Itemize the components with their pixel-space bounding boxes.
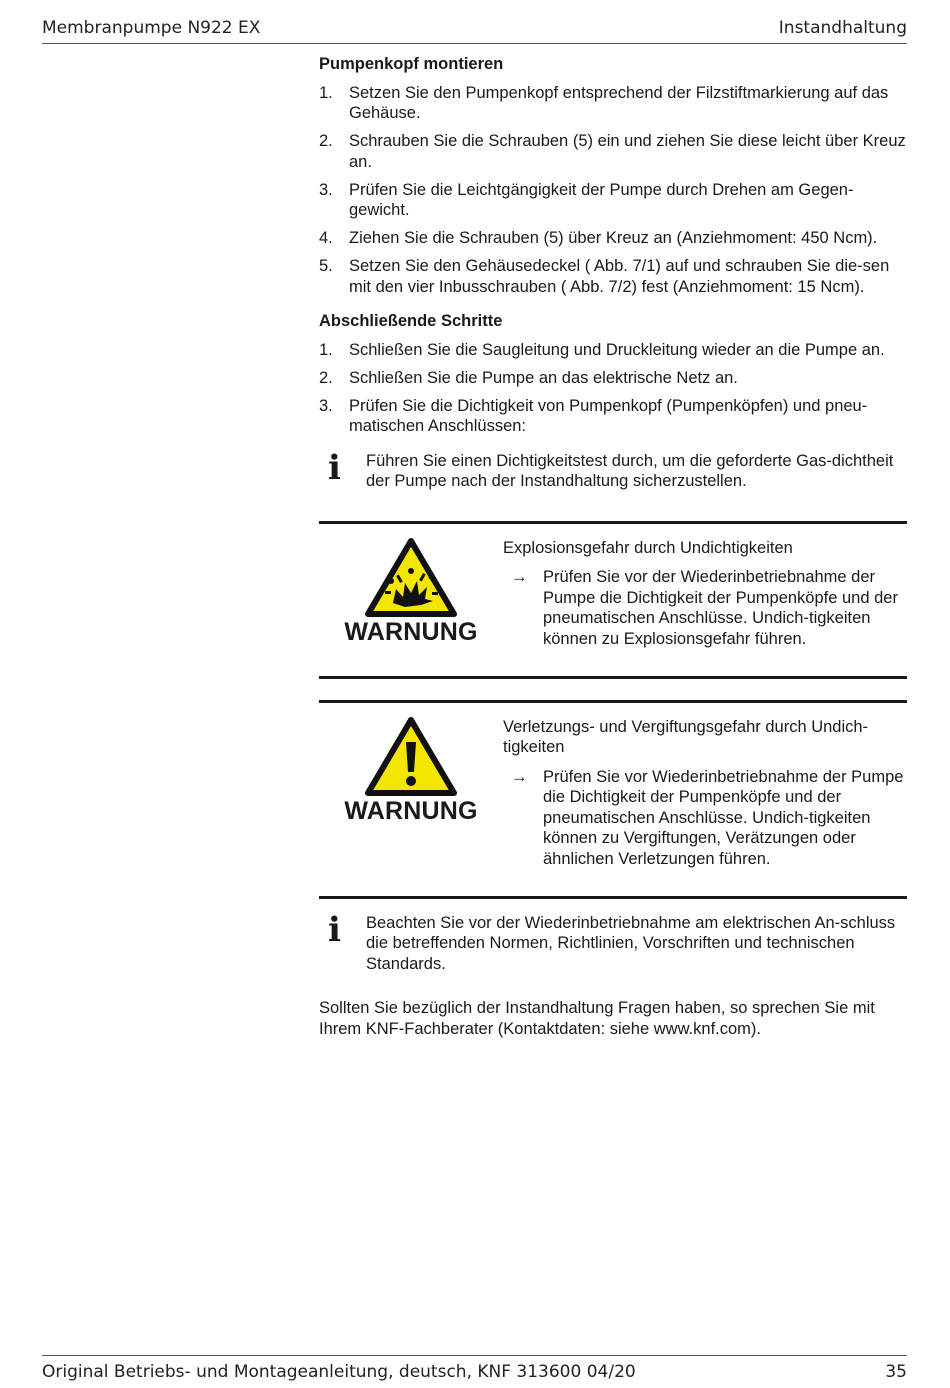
steps-pumpenkopf [319,83,907,298]
step-text: Schließen Sie die Pumpe an das elektrische Netz an. [349,368,738,387]
list-item [319,396,907,437]
info-text: Beachten Sie vor der Wiederinbetriebnahme am elektrischen An-schluss die betreffenden Normen, Richtlinien, Vorschriften und technischen Standards. [366,913,896,973]
warning-action [503,767,907,870]
warning-sign [319,524,503,676]
footer-document-info: Original Betriebs- und Montageanleitung, deutsch, KNF 313600 04/20 [42,1362,636,1382]
step-number: 3. [319,180,333,199]
step-text: Prüfen Sie die Dichtigkeit von Pumpenkopf (Pumpenköpfen) und pneu-matischen Anschlüssen: [349,396,868,435]
signal-word: WARNUNG [344,796,478,825]
steps-abschliessend [319,340,907,437]
list-item [319,368,907,389]
step-number: 5. [319,257,333,275]
step-text: Prüfen Sie die Leichtgängigkeit der Pumpe durch Drehen am Gegen-gewicht. [349,180,854,219]
step-text: Ziehen Sie die Schrauben (5) über Kreuz an (Anziehmoment: 450 Ncm). [349,229,878,247]
warning-sign [319,703,503,896]
closing-paragraph: Sollten Sie bezüglich der Instandhaltung Fragen haben, so sprechen Sie mit Ihrem KNF-Fachberater (Kontaktdaten: siehe www.knf.com). [319,999,875,1038]
step-number: 3. [319,396,333,415]
step-number: 2. [319,368,333,387]
header-document-title: Membranpumpe N922 EX [42,18,261,38]
warning-title: Explosionsgefahr durch Undichtigkeiten [503,538,793,557]
list-item [319,83,907,124]
general-warning-icon [365,716,457,796]
warning-content [503,524,907,676]
warning-action-text: Prüfen Sie vor Wiederinbetriebnahme der Pumpe die Dichtigkeit der Pumpenköpfe und der pneumatischen Anschlüsse. Undich-tigkeiten können zu Vergiftungen, Verätzungen oder ähnlichen Verletzungen führen. [543,767,904,868]
list-item [319,228,907,249]
list-item [319,180,907,221]
list-item [319,256,907,297]
header-chapter-title: Instandhaltung [778,18,907,38]
page-number: 35 [885,1362,907,1382]
warning-action [503,567,907,649]
warning-content [503,703,907,896]
list-item [319,340,907,361]
page-content [319,54,907,1039]
warning-action-text: Prüfen Sie vor der Wiederinbetriebnahme der Pumpe die Dichtigkeit der Pumpenköpfe und der pneumatischen Anschlüsse. Undich-tigkeiten können zu Explosionsgefahr führen. [543,568,898,648]
signal-word: WARNUNG [344,617,478,646]
warning-box-poisoning [319,700,907,899]
warning-title: Verletzungs- und Vergiftungsgefahr durch Undich-tigkeiten [503,717,869,756]
info-icon: i [328,447,341,488]
step-number: 1. [319,340,333,359]
step-text: Setzen Sie den Pumpenkopf entsprechend der Filzstiftmarkierung auf das Gehäuse. [349,83,889,122]
step-number: 4. [319,229,333,247]
page-header [42,18,907,44]
page-footer [42,1355,907,1388]
step-text: Schrauben Sie die Schrauben (5) ein und ziehen Sie diese leicht über Kreuz an. [349,132,906,171]
section-title-abschliessend: Abschließende Schritte [319,312,503,330]
info-icon: i [328,909,341,950]
section-title-pumpenkopf: Pumpenkopf montieren [319,55,504,73]
info-text: Führen Sie einen Dichtigkeitstest durch, um die geforderte Gas-dichtheit der Pumpe nach der Instandhaltung sicherzustellen. [366,451,894,490]
info-note-leak-test [319,447,907,492]
step-number: 2. [319,132,333,150]
step-text: Schließen Sie die Saugleitung und Druckleitung wieder an die Pumpe an. [349,340,885,359]
arrow-right-icon: → [511,568,528,586]
step-number: 1. [319,83,333,102]
step-text: Setzen Sie den Gehäusedeckel ( Abb. 7/1) auf und schrauben Sie die-sen mit den vier Inbusschrauben ( Abb. 7/2) fest (Anziehmoment: 15 Ncm). [349,257,890,296]
explosion-warning-icon [365,537,457,617]
warning-box-explosion [319,521,907,679]
list-item [319,131,907,172]
info-note-standards [319,909,907,975]
arrow-right-icon: → [511,767,528,786]
